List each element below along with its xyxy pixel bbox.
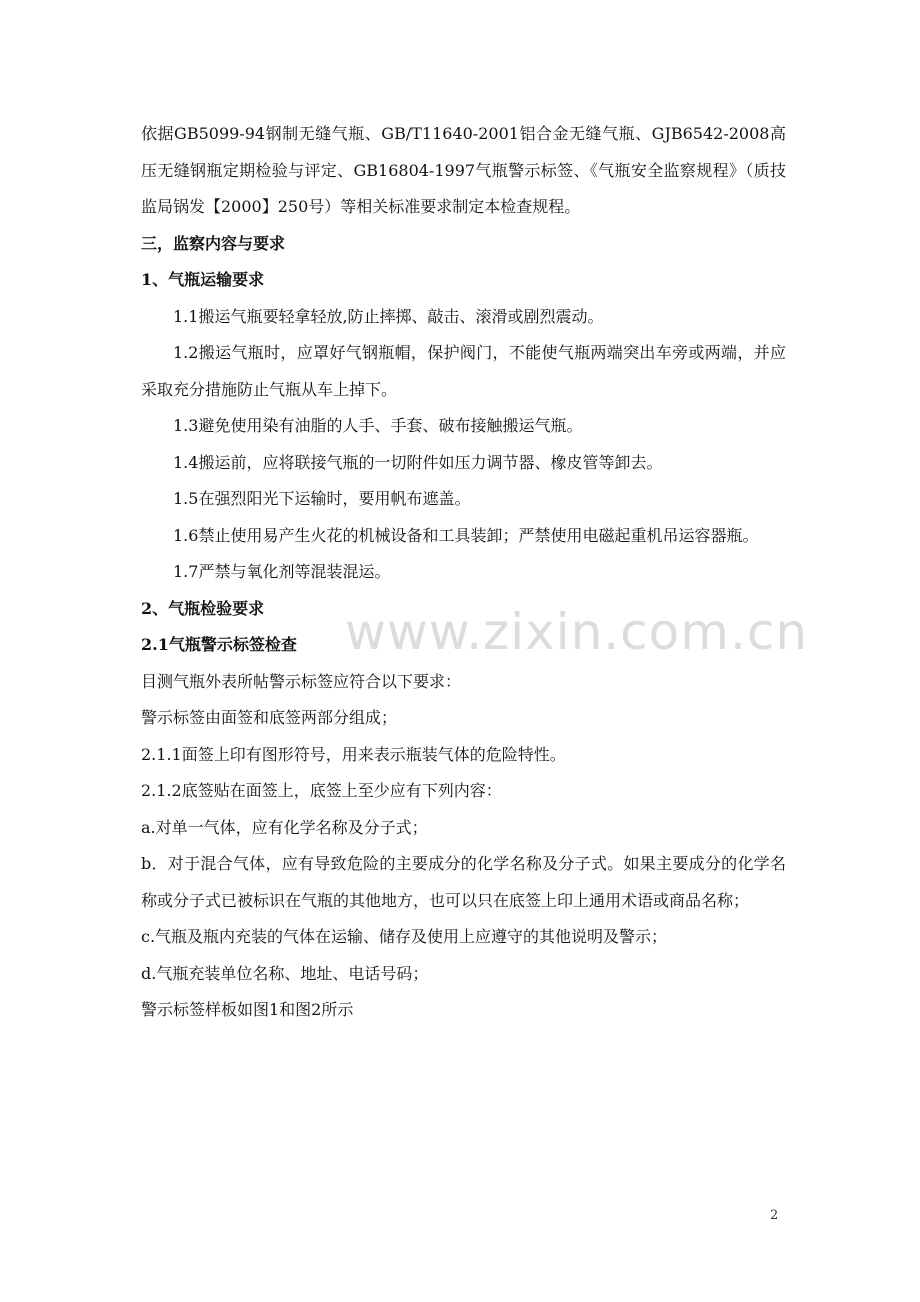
intro-paragraph: 依据GB5099-94钢制无缝气瓶、GB/T11640-2001铝合金无缝气瓶、GJB6542-2008高压无缝钢瓶定期检验与评定、GB16804-1997气瓶警示标签、《气瓶安全监察规程》（质技监局锅发【2000】250号）等相关标准要求制定本检查规程。 <box>141 124 786 216</box>
item-1-3: 1.3避免使用染有油脂的人手、手套、破布接触搬运气瓶。 <box>173 416 583 435</box>
item-2-1-2: 2.1.2底签贴在面签上，底签上至少应有下列内容： <box>141 781 502 800</box>
item-1-5: 1.5在强烈阳光下运输时，要用帆布遮盖。 <box>173 489 471 508</box>
item-1-6: 1.6禁止使用易产生火花的机械设备和工具装卸；严禁使用电磁起重机吊运容器瓶。 <box>173 525 759 545</box>
item-1-2: 1.2搬运气瓶时，应罩好气钢瓶帽，保护阀门，不能使气瓶两端突出车旁或两端，并应采取充分措施防止气瓶从车上掉下。 <box>141 343 786 399</box>
paragraph-sample-figures: 警示标签样板如图1和图2所示 <box>141 1000 354 1019</box>
item-1-4: 1.4搬运前，应将联接气瓶的一切附件如压力调节器、橡皮管等卸去。 <box>173 452 663 472</box>
page-number: 2 <box>770 1208 779 1223</box>
subsection-heading-1: 1、气瓶运输要求 <box>141 270 265 289</box>
list-item-a: a.对单一气体，应有化学名称及分子式； <box>141 817 428 837</box>
item-1-7: 1.7严禁与氧化剂等混装混运。 <box>173 562 391 581</box>
item-2-1-1: 2.1.1面签上印有图形符号，用来表示瓶装气体的危险特性。 <box>141 744 566 764</box>
paragraph-label-parts: 警示标签由面签和底签两部分组成； <box>141 708 398 727</box>
list-item-c: c.气瓶及瓶内充装的气体在运输、储存及使用上应遵守的其他说明及警示； <box>141 927 668 946</box>
subsection-heading-2-1: 2.1气瓶警示标签检查 <box>141 635 297 654</box>
section-heading-3: 三，监察内容与要求 <box>141 233 286 253</box>
document-body <box>141 116 786 1029</box>
paragraph-visual-check: 目测气瓶外表所帖警示标签应符合以下要求： <box>141 671 462 691</box>
list-item-b: b．对于混合气体，应有导致危险的主要成分的化学名称及分子式。如果主要成分的化学名称或分子式已被标识在气瓶的其他地方，也可以只在底签上印上通用术语或商品名称； <box>141 854 786 910</box>
item-1-1: 1.1搬运气瓶要轻拿轻放,防止摔掷、敲击、滚滑或剧烈震动。 <box>173 306 604 326</box>
watermark: www.zixin.com.cn <box>345 603 809 661</box>
subsection-heading-2: 2、气瓶检验要求 <box>141 598 265 618</box>
list-item-d: d.气瓶充装单位名称、地址、电话号码； <box>141 963 429 983</box>
